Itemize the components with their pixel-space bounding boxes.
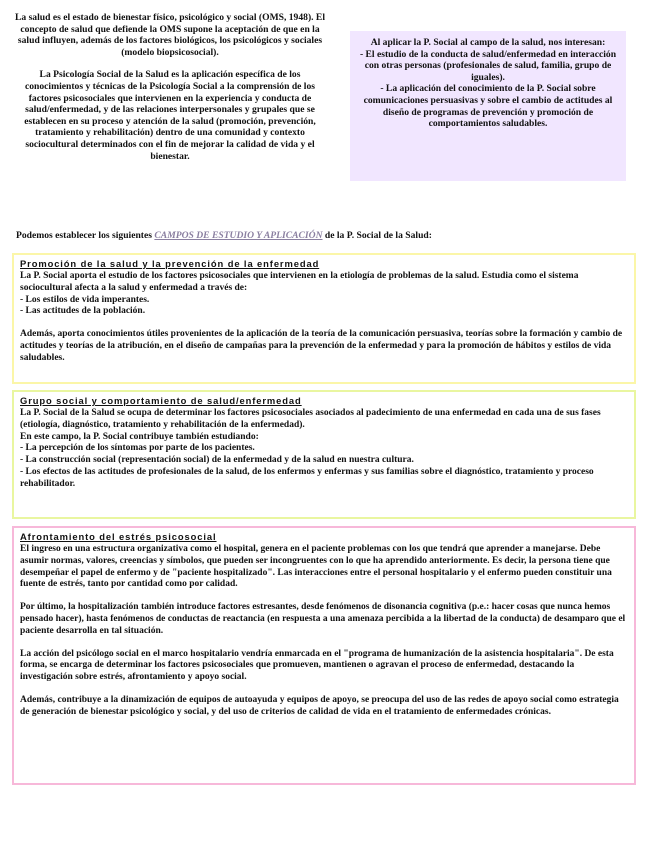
section-paragraph: Por último, la hospitalización también introduce factores estresantes, desde fenómenos de disonancia cognitiva (p.e.: hacer cosas que nunca hemos pensado hacer), hasta fenómenos de conductas de reactancia (en respuesta a una amenaza percibida a la libertad de la conducta) de desamparo que el paciente desarrolla en tal situación.: [20, 602, 626, 636]
intro-paragraph-psicologia-social: La Psicología Social de la Salud es la aplicación específica de los conocimientos y técnicas de la Psicología Social a la comprensión de los factores psicosociales que intervienen en la experiencia y conducta de salud/enfermedad, y de las relaciones interpersonales y grupales que se establecen en su proceso y atención de la salud (promoción, prevención, tratamiento y rehabilitación) dentro de una comunidad y contexto sociocultural determinados con el fin de mejorar la calidad de vida y el bienestar.: [24, 69, 316, 162]
intro-paragraph-salud: La salud es el estado de bienestar físico, psicológico y social (OMS, 1948). El concepto de salud que defiende la OMS supone la aceptación de que en la salud influyen, además de los factores biológicos, los psicológicos y sociales (modelo biopsicosocial).: [14, 12, 326, 58]
section-line: - La construcción social (representación social) de la enfermedad y de la salud en nuestra cultura.: [20, 455, 414, 466]
campos-text-after: de la P. Social de la Salud:: [322, 230, 432, 241]
section-paragraph: La acción del psicólogo social en el marco hospitalario vendría enmarcada en el "programa de humanización de la asistencia hospitalaria". De esta forma, se encarga de determinar los factores psicosociales que promueven, mantienen o agravan el proceso de enfermedad, destacando la investigación sobre estrés, afrontamiento y apoyo social.: [20, 648, 614, 683]
section-afrontamiento: [12, 526, 636, 785]
note-box-line: Al aplicar la P. Social al campo de la salud, nos interesan:: [370, 37, 606, 48]
campos-text-before: Podemos establecer los siguientes: [16, 230, 155, 241]
section-promocion: [12, 253, 636, 384]
campos-link[interactable]: CAMPOS DE ESTUDIO Y APLICACIÓN: [154, 230, 323, 241]
section-grupo: [12, 390, 636, 519]
section-paragraph: El ingreso en una estructura organizativa como el hospital, genera en el paciente problemas con los que tendrá que aprender a manejarse. Debe asumir normas, valores, creencias y símbolos, que pueden ser incongruentes con lo que ha aprendido anteriormente. Es decir, la persona tiene que desempeñar el papel de enfermo y de "paciente hospitalizado". Las interacciones entre el personal hospitalario y el enfermo pueden constituir una fuente de estrés, tanto por cantidad como por calidad.: [20, 544, 612, 590]
note-box-line: - El estudio de la conducta de salud/enfermedad en interacción con otras personas (profesionales de salud, familia, grupo de iguales).: [359, 48, 617, 83]
section-title: Grupo social y comportamiento de salud/enfermedad: [20, 395, 302, 406]
section-line: - Las actitudes de la población.: [20, 306, 146, 317]
section-title: Promoción de la salud y la prevención de la enfermedad: [20, 258, 320, 269]
section-line: En este campo, la P. Social contribuye también estudiando:: [20, 431, 259, 442]
section-paragraph: Además, contribuye a la dinamización de equipos de autoayuda y equipos de apoyo, se preocupa del uso de las redes de apoyo social como estrategia de generación de bienestar psicológico y social, y del uso de criterios de calidad de vida en el tratamiento de enfermedades crónicas.: [20, 694, 619, 717]
section-line: - Los estilos de vida imperantes.: [20, 294, 150, 305]
section-line: La P. Social de la Salud se ocupa de determinar los factores psicosociales asociados al padecimiento de una enfermedad en cada una de sus fases (etiología, diagnóstico, tratamiento y rehabilitación de la enfermedad).: [20, 408, 601, 430]
section-line: - La percepción de los síntomas por parte de los pacientes.: [20, 443, 255, 454]
section-line: Además, aporta conocimientos útiles provenientes de la aplicación de la teoría de la comunicación persuasiva, teorías sobre la formación y cambio de actitudes y teorías de la atribución, en el diseño de campañas para la prevención de la enfermedad y para la promoción de hábitos y estilos de vida saludables.: [20, 329, 623, 363]
intro-text: [14, 12, 326, 162]
section-title: Afrontamiento del estrés psicosocial: [20, 531, 217, 542]
section-line: La P. Social aporta el estudio de los factores psicosociales que intervienen en la etiología de problemas de la salud. Estudia como el sistema sociocultural afecta a la salud y enfermedad a través de:: [20, 271, 579, 293]
campos-intro-line: [16, 230, 636, 242]
note-box: [350, 31, 626, 181]
note-box-line: - La aplicación del conocimiento de la P. Social sobre comunicaciones persuasivas y sobre el cambio de actitudes al diseño de programas de prevención y promoción de comportamientos saludables.: [363, 83, 613, 130]
section-line: - Los efectos de las actitudes de profesionales de la salud, de los enfermos y enfermas y sus familias sobre el diagnóstico, tratamiento y proceso rehabilitador.: [20, 466, 594, 489]
